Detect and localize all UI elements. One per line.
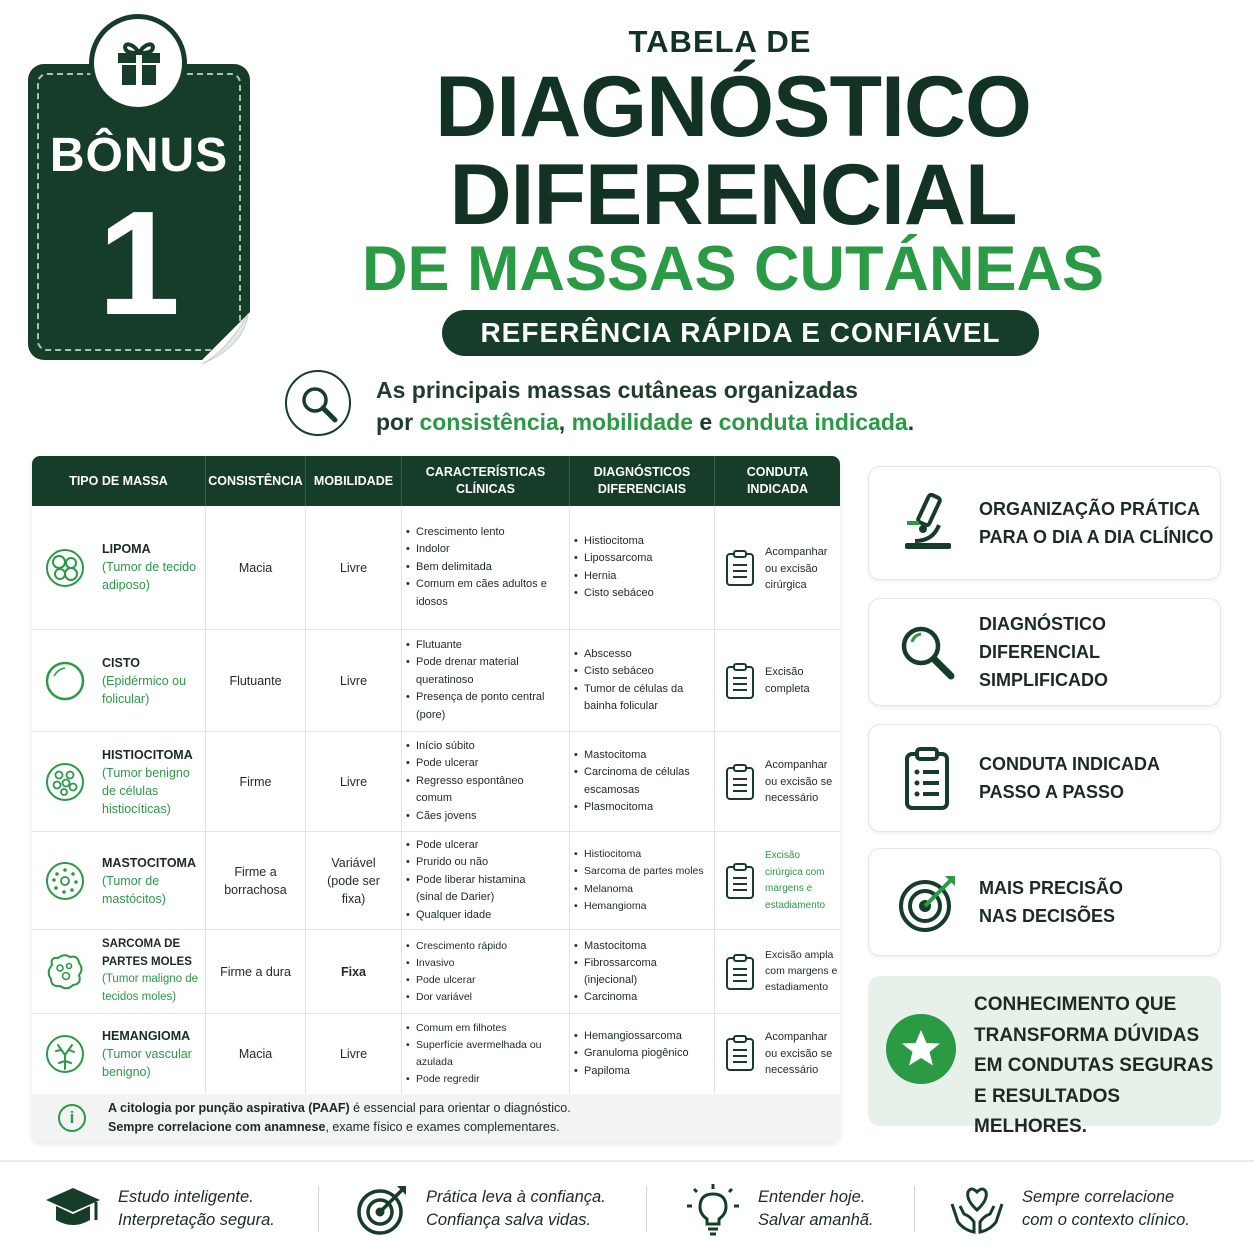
mobilidade-cell: Fixa [306,930,402,1013]
list-item: • Abscesso [584,646,705,664]
conduta-text: Acompanhar ou excisão se necessário [765,759,833,804]
footer-text [426,1186,606,1232]
caracteristicas-list [402,637,552,725]
footer-separator [914,1186,915,1232]
list-item: • Carcinoma de células escamosas [584,764,705,799]
intro-keyword-consistencia: consistência [419,409,559,435]
footer-item-correlacione [948,1178,1238,1242]
title-line-2: DIFERENCIAL [449,147,1017,243]
footer-item-entender [684,1178,904,1242]
list-item: • Histiocitoma [584,533,705,551]
note-bold: A citologia por punção aspirativa (PAAF) [108,1101,350,1115]
conduta-text: Excisão cirúrgica com margens e estadiamento [765,850,826,911]
cyst-icon [44,660,86,702]
list-item: • Pode liberar histamina (sinal de Darier) [416,872,552,907]
gift-icon [89,14,187,112]
footer-line-1: Estudo inteligente. [118,1188,254,1206]
cell-cluster-icon [44,761,86,803]
mobilidade-cell: Livre [306,630,402,731]
intro-word: por [376,409,420,435]
consistencia-cell: Macia [206,506,306,629]
mobilidade-cell: Livre [306,506,402,629]
list-item: • Hernia [584,568,705,586]
footer-divider [0,1160,1254,1162]
highlight-line: CONHECIMENTO QUE [974,994,1177,1015]
conduta-cell [715,930,840,1013]
tagline-pill: REFERÊNCIA RÁPIDA E CONFIÁVEL [442,310,1039,356]
card-text [979,750,1160,806]
list-item: • Hemangiossarcoma [584,1028,705,1046]
note-line-1 [108,1099,571,1118]
note-text [108,1099,571,1137]
footer-item-estudo [44,1178,304,1242]
list-item: • Fibrossarcoma (injecional) [584,955,690,989]
feature-card-conduta [868,724,1221,832]
list-item: • Histiocitoma [584,846,710,864]
info-icon: i [58,1104,86,1132]
list-item: • Pode drenar material queratinoso [416,654,552,689]
table-header [32,456,840,506]
column-header: CARACTERÍSTICAS CLÍNICAS [402,456,570,506]
feature-card-precisao [868,848,1221,956]
mass-name: CISTO [102,656,140,670]
footer-item-pratica [352,1178,632,1242]
diferenciais-list [570,646,705,716]
list-item: • Tumor de células da bainha folicular [584,681,705,716]
footer-text [118,1186,275,1232]
page-curl-icon [196,306,256,366]
mass-cell [32,832,206,929]
title-line-3: DE MASSAS CUTÁNEAS [361,234,1105,304]
table-row [32,630,840,732]
diagnosis-table [32,456,840,1142]
card-line-2: PASSO A PASSO [979,782,1125,802]
diferenciais-list [570,747,705,817]
list-item: • Melanoma [584,881,710,899]
consistencia-cell: Firme a dura [206,930,306,1013]
fat-cells-icon [44,547,86,589]
caracteristicas-cell [402,732,570,831]
diferenciais-cell [570,732,715,831]
highlight-line: E RESULTADOS MELHORES. [974,1085,1121,1137]
list-item: • Qualquer idade [416,907,552,925]
list-item: • Comum em cães adultos e idosos [416,576,552,611]
list-item: • Pode ulcerar [416,837,552,855]
list-item: • Mastocitoma [584,938,690,955]
list-item: • Plasmocitoma [584,799,705,817]
caracteristicas-list [402,837,552,925]
card-line-1: MAIS PRECISÃO [979,878,1124,898]
table-row [32,1014,840,1094]
bonus-label: BÔNUS [49,129,229,182]
mass-name: LIPOMA [102,542,151,556]
footer-line-1: Entender hoje. [758,1188,866,1206]
diferenciais-cell [570,1014,715,1094]
table-note [32,1094,840,1142]
consistencia-cell: Firme a borrachosa [206,832,306,929]
mass-label [102,654,198,708]
intro-word: e [692,409,719,435]
intro-text [376,374,914,438]
card-text [979,610,1220,694]
footer-separator [646,1186,647,1232]
mobilidade-cell: Livre [306,732,402,831]
lightbulb-icon [684,1182,742,1238]
list-item: • Lipossarcoma [584,550,705,568]
footer-line-2: Confiança salva vidas. [426,1211,592,1229]
intro-keyword-mobilidade: mobilidade [571,409,693,435]
conduta-cell [715,1014,840,1094]
list-item: • Invasivo [416,955,552,972]
list-item: • Início súbito [416,738,552,756]
mass-subtitle: (Epidérmico ou folicular) [102,674,187,706]
consistencia-cell: Firme [206,732,306,831]
card-line-2: PARA O DIA A DIA CLÍNICO [979,527,1214,547]
caracteristicas-list [402,1020,552,1088]
list-item: • Comum em filhotes [416,1020,552,1037]
star-icon [886,1014,956,1084]
mobilidade-cell: Variável (pode ser fixa) [306,832,402,929]
diferenciais-list [570,938,690,1006]
footer-separator [318,1186,319,1232]
intro-line-2 [376,406,914,438]
list-item: • Cisto sebáceo [584,585,705,603]
mass-cell [32,732,206,831]
mass-label [102,540,198,594]
mass-cell [32,630,206,731]
list-item: • Carcinoma [584,989,690,1006]
intro-line-1: As principais massas cutâneas organizadas [376,377,858,403]
card-text [979,495,1213,551]
title-line-1: DIAGNÓSTICO [435,59,1031,155]
note-bold: Sempre correlacione com anamnese [108,1120,326,1134]
column-header: DIAGNÓSTICOS DIFERENCIAIS [570,456,715,506]
table-row [32,832,840,930]
magnifier-icon [893,618,963,688]
list-item: • Regresso espontâneo comum [416,773,552,808]
conduta-text: Acompanhar ou excisão se necessário [765,1031,833,1076]
bonus-number: 1 [97,181,181,346]
conduta-text: Excisão completa [765,666,810,695]
clipboard-icon [725,1034,755,1072]
intro-word: . [907,409,915,435]
caracteristicas-cell [402,832,570,929]
list-item: • Bem delimitada [416,559,552,577]
target-icon [893,868,963,938]
diferenciais-cell [570,832,715,929]
caracteristicas-list [402,524,552,612]
mass-subtitle: (Tumor vascular benigno) [102,1047,192,1079]
pre-title: TABELA DE [628,24,812,59]
caracteristicas-list [402,938,552,1006]
vessel-icon [44,1033,86,1075]
table-row [32,732,840,832]
caracteristicas-cell [402,1014,570,1094]
mass-cell [32,930,206,1013]
mass-label [102,854,202,908]
clipboard-icon [725,549,755,587]
list-item: • Superfície avermelhada ou azulada [416,1037,552,1071]
conduta-text: Excisão ampla com margens e estadiamento [765,949,838,993]
mass-name: HISTIOCITOMA [102,748,193,762]
diferenciais-list [570,533,705,603]
caracteristicas-cell [402,630,570,731]
conduta-cell [715,832,840,929]
column-header: CONSISTÊNCIA [206,456,306,506]
mass-label [102,1027,202,1081]
diferenciais-list [570,1028,705,1081]
mobilidade-cell: Livre [306,1014,402,1094]
list-item: • Crescimento lento [416,524,552,542]
mass-subtitle: (Tumor de tecido adiposo) [102,560,197,592]
mass-cell [32,506,206,629]
clipboard-icon [893,744,963,814]
footer-line-2: Interpretação segura. [118,1211,275,1229]
footer-text [758,1186,874,1232]
list-item: • Indolor [416,541,552,559]
list-item: • Granuloma piogênico [584,1045,705,1063]
list-item: • Flutuante [416,637,552,655]
microscope-icon [893,489,963,559]
list-item: • Pode ulcerar [416,972,552,989]
card-line-1: DIAGNÓSTICO DIFERENCIAL [979,614,1107,662]
irregular-mass-icon [44,951,86,993]
mass-cell [32,1014,206,1094]
clipboard-icon [725,662,755,700]
target-icon [352,1182,410,1238]
heart-hands-icon [948,1182,1006,1238]
note-rest: , exame físico e exames complementares. [325,1120,560,1134]
list-item: • Mastocitoma [584,747,705,765]
clipboard-icon [725,862,755,900]
mass-subtitle: (Tumor maligno de tecidos moles) [102,973,199,1003]
diferenciais-cell [570,506,715,629]
feature-card-organizacao [868,466,1221,580]
footer-line-1: Sempre correlacione [1022,1188,1175,1206]
column-header: CONDUTA INDICADA [746,465,809,496]
clipboard-icon [725,763,755,801]
highlight-text [974,990,1221,1143]
caracteristicas-cell [402,506,570,629]
mass-label [102,936,202,1006]
card-line-2: NAS DECISÕES [979,906,1116,926]
highlight-line: TRANSFORMA DÚVIDAS [974,1024,1200,1046]
card-line-1: CONDUTA INDICADA [979,754,1160,774]
footer-text [1022,1186,1190,1232]
mass-name: MASTOCITOMA [102,856,196,870]
consistencia-cell: Flutuante [206,630,306,731]
feature-card-diagnostico [868,598,1221,706]
graduation-cap-icon [44,1182,102,1238]
caracteristicas-cell [402,930,570,1013]
diferenciais-cell [570,630,715,731]
intro-word: , [558,409,572,435]
conduta-cell [715,506,840,629]
list-item: • Presença de ponto central (pore) [416,689,552,724]
list-item: • Prurido ou não [416,854,552,872]
mass-name: HEMANGIOMA [102,1029,191,1043]
list-item: • Pode regredir [416,1071,552,1088]
search-icon [285,370,351,436]
mass-label [102,746,202,818]
conduta-cell [715,630,840,731]
conduta-cell [715,732,840,831]
footer-line-1: Prática leva à confiança. [426,1188,606,1206]
column-header: MOBILIDADE [306,456,402,506]
card-line-1: ORGANIZAÇÃO PRÁTICA [979,499,1200,519]
list-item: • Papiloma [584,1063,705,1081]
note-line-2 [108,1118,571,1137]
clipboard-icon [725,953,755,991]
list-item: • Sarcoma de partes moles [584,863,710,881]
column-header: TIPO DE MASSA [32,456,206,506]
list-item: • Cisto sebáceo [584,663,705,681]
diferenciais-list [570,846,710,916]
table-row [32,506,840,630]
list-item: • Hemangioma [584,898,710,916]
consistencia-cell: Macia [206,1014,306,1094]
footer-line-2: Salvar amanhã. [758,1211,874,1229]
list-item: • Pode ulcerar [416,755,552,773]
granule-cell-icon [44,860,86,902]
list-item: • Cães jovens [416,808,552,826]
highlight-card [868,976,1221,1137]
mass-subtitle: (Tumor de mastócitos) [102,874,166,906]
table-row [32,930,840,1014]
mass-name: SARCOMA DE PARTES MOLES [102,938,192,968]
note-rest: é essencial para orientar o diagnóstico. [349,1101,571,1115]
card-line-2: SIMPLIFICADO [979,670,1108,690]
list-item: • Dor variável [416,989,552,1006]
diferenciais-cell [570,930,715,1013]
caracteristicas-list [402,738,552,826]
footer-line-2: com o contexto clínico. [1022,1211,1190,1229]
conduta-text: Acompanhar ou excisão cirúrgica [765,546,828,591]
intro-keyword-conduta: conduta indicada [718,409,908,435]
mass-subtitle: (Tumor benigno de células histiocíticas) [102,766,190,816]
highlight-line: EM CONDUTAS SEGURAS [974,1055,1214,1076]
list-item: • Crescimento rápido [416,938,552,955]
card-text [979,874,1123,930]
